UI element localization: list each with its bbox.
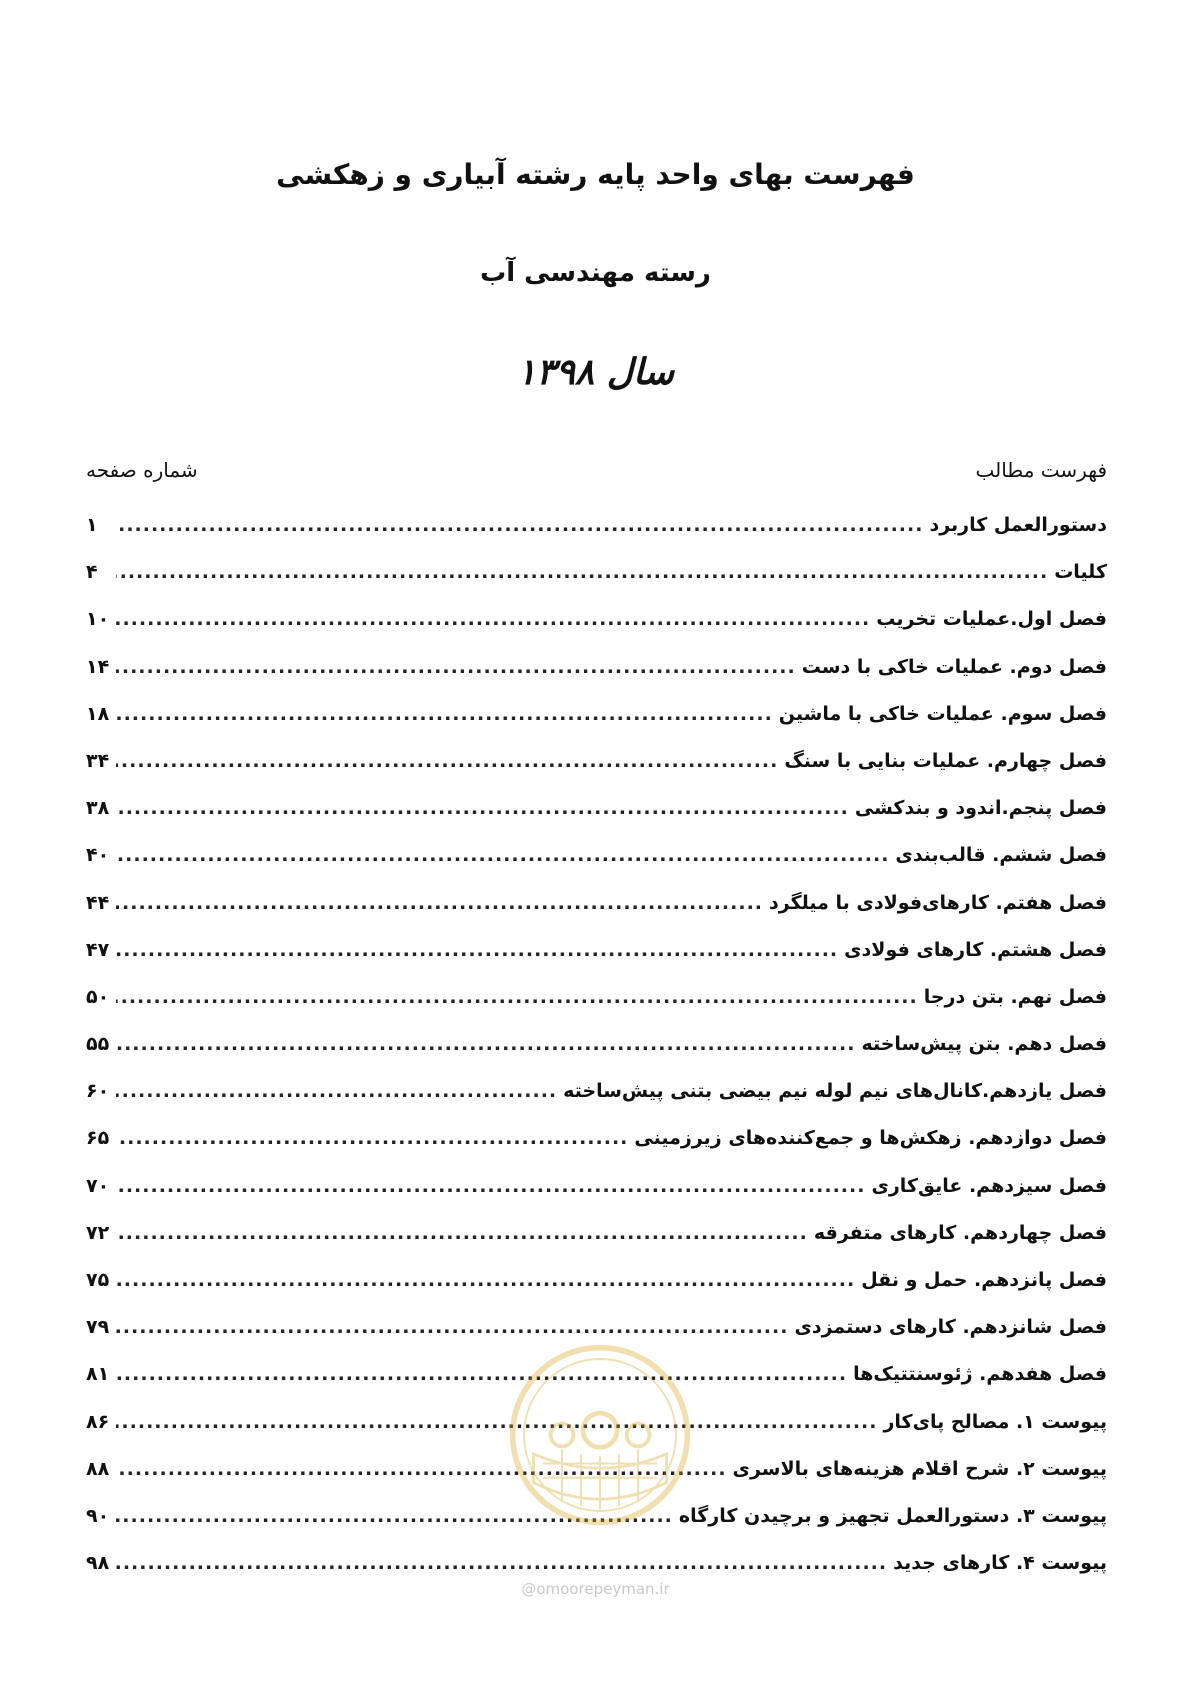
toc-entry-label: فصل پانزدهم. حمل و نقل (861, 1269, 1107, 1291)
toc-entry-page: ۶۰ (86, 1080, 110, 1103)
toc-entry (86, 1080, 1107, 1127)
dot-leader (116, 561, 1048, 583)
toc-entry (86, 1175, 1107, 1222)
toc-entry-label: فصل دهم. بتن پیش‌ساخته (861, 1033, 1107, 1056)
dot-leader (116, 703, 773, 725)
toc-entry-page: ۴۰ (86, 844, 110, 867)
dot-leader (116, 986, 918, 1008)
toc-entry-page: ۴۷ (86, 938, 110, 961)
toc-entry-page: ۷۵ (86, 1269, 110, 1291)
toc-entry (86, 1269, 1107, 1316)
toc-entry-page: ۶۵ (86, 1127, 110, 1150)
dot-leader (116, 1363, 847, 1385)
toc-entry-label: فصل اول.عملیات تخریب (876, 608, 1107, 631)
dot-leader (116, 1222, 808, 1244)
dot-leader (116, 1316, 788, 1338)
toc-entry (86, 939, 1107, 986)
toc-entry (86, 561, 1107, 608)
toc-entry-label: فصل ششم. قالب‌بندی (895, 844, 1107, 867)
toc-entry-label: فصل پنجم.اندود و بندکشی (854, 797, 1107, 820)
dot-leader (116, 1552, 887, 1574)
dot-leader (116, 844, 889, 866)
toc-entry-page: ۱۴ (86, 655, 110, 678)
toc-entry-label: فصل سوم. عملیات خاکی با ماشین (778, 702, 1107, 725)
toc-entry-page: ۴۴ (86, 891, 110, 914)
toc-entry-label: فصل یازدهم.کانال‌های نیم لوله نیم بیضی بتنی پیش‌ساخته (563, 1080, 1107, 1103)
toc-entry-label: فصل دوم. عملیات خاکی با دست (801, 655, 1107, 678)
toc-entry-page: ۷۹ (86, 1316, 110, 1339)
dot-leader (116, 514, 923, 536)
toc-entry-label: فصل سیزدهم. عایق‌کاری (871, 1174, 1107, 1197)
toc-entry-page: ۳۸ (86, 797, 110, 820)
toc-entry-page: ۴ (86, 561, 98, 584)
toc-entry (86, 892, 1107, 939)
toc-entry-label: دستورالعمل کاربرد (929, 514, 1107, 536)
toc-entry-label: فصل چهاردهم. کارهای متفرقه (813, 1221, 1107, 1244)
seal-logo-icon (505, 1340, 695, 1530)
toc-entry-label: فصل هشتم. کارهای فولادی (844, 938, 1107, 961)
dot-leader (116, 939, 838, 961)
toc-entry-page: ۱۸ (86, 702, 110, 725)
toc-entry (86, 608, 1107, 655)
dot-leader (116, 750, 778, 772)
toc-entry-label: پیوست ۱. مصالح پای‌کار (883, 1410, 1107, 1433)
toc-header (86, 458, 1107, 488)
dot-leader (116, 1127, 628, 1149)
toc-entry-label: کلیات (1054, 561, 1107, 584)
toc-entry (86, 1033, 1107, 1080)
toc-entry (86, 986, 1107, 1033)
dot-leader (116, 1033, 855, 1055)
dot-leader (116, 1175, 865, 1197)
toc-entry (86, 514, 1107, 561)
dot-leader (116, 656, 796, 678)
toc-entry-label: فصل دوازدهم. زهکش‌ها و جمع‌کننده‌های زیرزمینی (634, 1127, 1107, 1150)
toc-entry-page: ۳۴ (86, 749, 110, 772)
toc-heading: فهرست مطالب (975, 458, 1107, 482)
toc-entry-label: فصل چهارم. عملیات بنایی با سنگ (784, 749, 1107, 772)
toc-entry-page: ۹۰ (86, 1504, 110, 1527)
toc-entry-page: ۸۱ (86, 1363, 110, 1386)
toc-entry-page: ۵۵ (86, 1033, 110, 1056)
dot-leader (116, 608, 870, 630)
toc-entry-page: ۸۶ (86, 1410, 110, 1433)
toc-entry-page: ۷۲ (86, 1221, 110, 1244)
page-number-heading: شماره صفحه (86, 458, 198, 482)
dot-leader (116, 1411, 877, 1433)
toc-entry-label: پیوست ۳. دستورالعمل تجهیز و برچیدن کارگاه (678, 1504, 1107, 1527)
document-title: فهرست بهای واحد پایه رشته آبیاری و زهکشی (276, 158, 915, 191)
toc-entry (86, 703, 1107, 750)
toc-entry-label: فصل هفدهم. ژئوسنتتیک‌ها (853, 1363, 1107, 1386)
dot-leader (116, 797, 849, 819)
toc-entry-page: ۷۰ (86, 1174, 110, 1197)
toc-entry (86, 656, 1107, 703)
toc-entry (86, 1127, 1107, 1174)
watermark: @omoorepeyman.ir (521, 1580, 670, 1598)
toc-entry-label: فصل هفتم. کارهای‌فولادی با میلگرد (769, 891, 1107, 914)
toc-entry (86, 1222, 1107, 1269)
toc-entry-page: ۱ (86, 514, 98, 536)
document-subtitle: رسته مهندسی آب (480, 258, 711, 288)
toc-entry-page: ۱۰ (86, 608, 110, 631)
toc-entry-page: ۵۰ (86, 985, 110, 1008)
toc-entry-label: فصل نهم. بتن درجا (923, 985, 1107, 1008)
dot-leader (116, 1080, 557, 1102)
toc-entry (86, 844, 1107, 891)
toc-entry-page: ۹۸ (86, 1552, 110, 1575)
toc-entry-label: پیوست ۲. شرح اقلام هزینه‌های بالاسری (732, 1457, 1107, 1480)
toc-entry-page: ۸۸ (86, 1457, 110, 1480)
toc-entry (86, 750, 1107, 797)
toc-entry (86, 797, 1107, 844)
dot-leader (116, 1269, 855, 1291)
toc-entry-label: فصل شانزدهم. کارهای دستمزدی (794, 1316, 1107, 1339)
toc-entry-label: پیوست ۴. کارهای جدید (893, 1552, 1107, 1575)
dot-leader (116, 892, 763, 914)
document-year: سال ۱۳۹۸ (516, 352, 675, 393)
